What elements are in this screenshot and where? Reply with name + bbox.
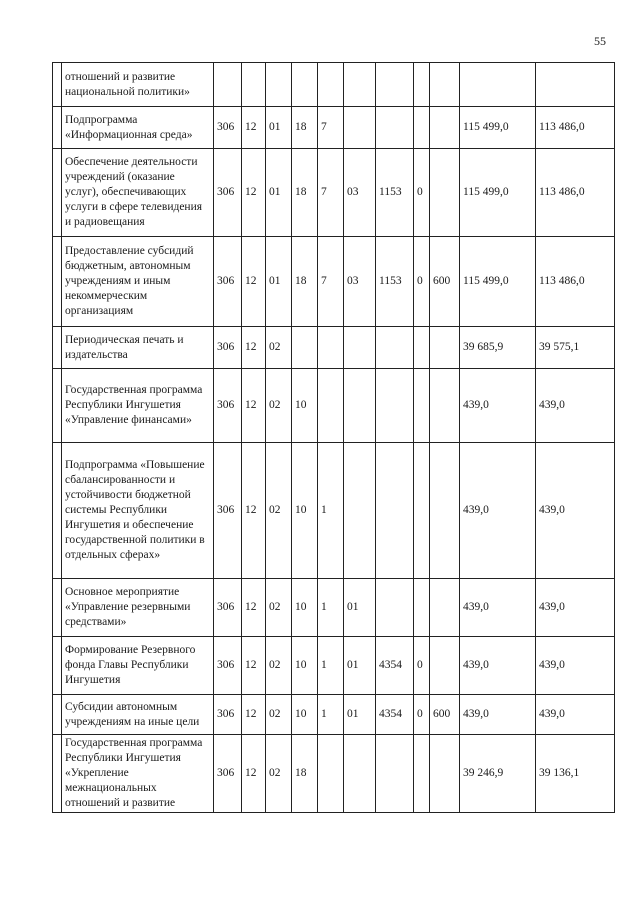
row-name-cell: Субсидии автономным учреждениям на иные цели [62,695,214,735]
table-row [53,369,615,443]
row-marker-cell [53,63,62,107]
amount-year-1-cell: 39 685,9 [460,327,536,369]
code-section-cell: 12 [242,107,266,149]
amount-year-2-cell: 113 486,0 [536,237,615,327]
code-direction-cell: 1153 [376,237,414,327]
code-admin-cell: 306 [214,695,242,735]
code-subprogram-cell: 7 [318,107,344,149]
code-subprogram-cell: 7 [318,149,344,237]
code-direction-cell [376,327,414,369]
table-row [53,443,615,579]
code-program-cell: 18 [292,735,318,813]
code-subprogram-cell: 1 [318,579,344,637]
code-expense-type-cell [430,735,460,813]
code-subsection-cell: 02 [266,735,292,813]
row-marker-cell [53,443,62,579]
table-row [53,579,615,637]
amount-year-2-cell: 439,0 [536,637,615,695]
code-subsection-cell: 02 [266,369,292,443]
row-name-cell: Периодическая печать и издательства [62,327,214,369]
code-expense-type-cell: 600 [430,695,460,735]
code-program-cell: 18 [292,237,318,327]
page-number: 55 [594,34,606,48]
code-direction-cell [376,443,414,579]
code-expense-type-cell [430,149,460,237]
code-subprogram-cell [318,369,344,443]
amount-year-2-cell: 113 486,0 [536,107,615,149]
code-program-cell: 10 [292,695,318,735]
code-event-cell: 01 [344,695,376,735]
amount-year-1-cell: 115 499,0 [460,149,536,237]
row-marker-cell [53,237,62,327]
amount-year-2-cell: 39 136,1 [536,735,615,813]
amount-year-1-cell: 439,0 [460,637,536,695]
code-section-cell: 12 [242,637,266,695]
amount-year-1-cell [460,63,536,107]
code-program-cell [292,327,318,369]
code-sub-cell [414,735,430,813]
row-marker-cell [53,149,62,237]
code-subprogram-cell [318,327,344,369]
amount-year-1-cell: 439,0 [460,695,536,735]
code-program-cell: 10 [292,369,318,443]
code-section-cell: 12 [242,149,266,237]
code-subsection-cell: 02 [266,327,292,369]
table-row [53,237,615,327]
amount-year-2-cell: 39 575,1 [536,327,615,369]
code-subprogram-cell: 1 [318,443,344,579]
code-section-cell [242,63,266,107]
code-program-cell: 10 [292,579,318,637]
code-admin-cell: 306 [214,637,242,695]
code-event-cell: 03 [344,149,376,237]
amount-year-2-cell: 439,0 [536,579,615,637]
budget-table [52,62,615,813]
code-direction-cell [376,63,414,107]
amount-year-1-cell: 439,0 [460,369,536,443]
amount-year-2-cell [536,63,615,107]
code-subsection-cell: 02 [266,695,292,735]
code-event-cell: 03 [344,237,376,327]
code-subsection-cell: 02 [266,579,292,637]
row-marker-cell [53,369,62,443]
code-expense-type-cell [430,369,460,443]
code-subprogram-cell [318,735,344,813]
code-direction-cell: 4354 [376,695,414,735]
amount-year-2-cell: 439,0 [536,443,615,579]
code-subsection-cell: 02 [266,443,292,579]
code-sub-cell [414,369,430,443]
code-subprogram-cell: 1 [318,695,344,735]
code-program-cell: 10 [292,443,318,579]
code-section-cell: 12 [242,369,266,443]
code-program-cell: 18 [292,149,318,237]
code-admin-cell: 306 [214,443,242,579]
code-expense-type-cell [430,327,460,369]
row-name-cell: Предоставление субсидий бюджетным, автономным учреждениям и иным некоммерческим организациям [62,237,214,327]
code-sub-cell: 0 [414,637,430,695]
table-row [53,735,615,813]
code-section-cell: 12 [242,579,266,637]
row-marker-cell [53,327,62,369]
code-direction-cell: 4354 [376,637,414,695]
amount-year-1-cell: 39 246,9 [460,735,536,813]
code-subsection-cell: 02 [266,637,292,695]
code-direction-cell [376,579,414,637]
code-event-cell [344,63,376,107]
row-name-cell: Обеспечение деятельности учреждений (оказание услуг), обеспечивающих услуги в сфере телевидения и радиовещания [62,149,214,237]
table-row [53,637,615,695]
code-sub-cell [414,443,430,579]
code-admin-cell [214,63,242,107]
row-name-cell: Государственная программа Республики Ингушетия «Управление финансами» [62,369,214,443]
code-event-cell: 01 [344,637,376,695]
code-direction-cell [376,369,414,443]
code-sub-cell [414,327,430,369]
code-sub-cell: 0 [414,149,430,237]
amount-year-1-cell: 439,0 [460,579,536,637]
code-subsection-cell: 01 [266,237,292,327]
code-admin-cell: 306 [214,327,242,369]
amount-year-2-cell: 113 486,0 [536,149,615,237]
code-sub-cell: 0 [414,237,430,327]
amount-year-1-cell: 115 499,0 [460,237,536,327]
code-section-cell: 12 [242,443,266,579]
code-sub-cell [414,579,430,637]
code-expense-type-cell [430,443,460,579]
row-name-cell: Основное мероприятие «Управление резервными средствами» [62,579,214,637]
row-marker-cell [53,637,62,695]
code-subprogram-cell [318,63,344,107]
code-expense-type-cell: 600 [430,237,460,327]
code-event-cell [344,369,376,443]
table-row [53,63,615,107]
code-sub-cell: 0 [414,695,430,735]
code-admin-cell: 306 [214,579,242,637]
amount-year-2-cell: 439,0 [536,369,615,443]
code-section-cell: 12 [242,237,266,327]
row-name-cell: отношений и развитие национальной политики» [62,63,214,107]
amount-year-1-cell: 115 499,0 [460,107,536,149]
row-marker-cell [53,735,62,813]
code-expense-type-cell [430,579,460,637]
code-subprogram-cell: 1 [318,637,344,695]
table-row [53,149,615,237]
table-row [53,107,615,149]
code-event-cell [344,443,376,579]
row-marker-cell [53,695,62,735]
amount-year-1-cell: 439,0 [460,443,536,579]
row-name-cell: Подпрограмма «Повышение сбалансированности и устойчивости бюджетной системы Республики Ингушетия и обеспечение государственной политики в отдельных сферах» [62,443,214,579]
code-direction-cell [376,735,414,813]
code-sub-cell [414,107,430,149]
code-subprogram-cell: 7 [318,237,344,327]
code-admin-cell: 306 [214,107,242,149]
code-expense-type-cell [430,107,460,149]
row-marker-cell [53,107,62,149]
row-name-cell: Формирование Резервного фонда Главы Республики Ингушетия [62,637,214,695]
code-subsection-cell: 01 [266,149,292,237]
code-event-cell [344,735,376,813]
code-subsection-cell: 01 [266,107,292,149]
code-section-cell: 12 [242,695,266,735]
row-name-cell: Государственная программа Республики Ингушетия «Укрепление межнациональных отношений и развитие [62,735,214,813]
code-direction-cell [376,107,414,149]
table-row [53,327,615,369]
code-admin-cell: 306 [214,735,242,813]
code-program-cell [292,63,318,107]
table-row [53,695,615,735]
code-event-cell [344,107,376,149]
code-admin-cell: 306 [214,149,242,237]
code-direction-cell: 1153 [376,149,414,237]
amount-year-2-cell: 439,0 [536,695,615,735]
code-expense-type-cell [430,637,460,695]
code-admin-cell: 306 [214,237,242,327]
row-marker-cell [53,579,62,637]
row-name-cell: Подпрограмма «Информационная среда» [62,107,214,149]
code-section-cell: 12 [242,735,266,813]
code-event-cell [344,327,376,369]
code-program-cell: 10 [292,637,318,695]
code-section-cell: 12 [242,327,266,369]
code-event-cell: 01 [344,579,376,637]
code-expense-type-cell [430,63,460,107]
code-admin-cell: 306 [214,369,242,443]
code-sub-cell [414,63,430,107]
code-program-cell: 18 [292,107,318,149]
code-subsection-cell [266,63,292,107]
